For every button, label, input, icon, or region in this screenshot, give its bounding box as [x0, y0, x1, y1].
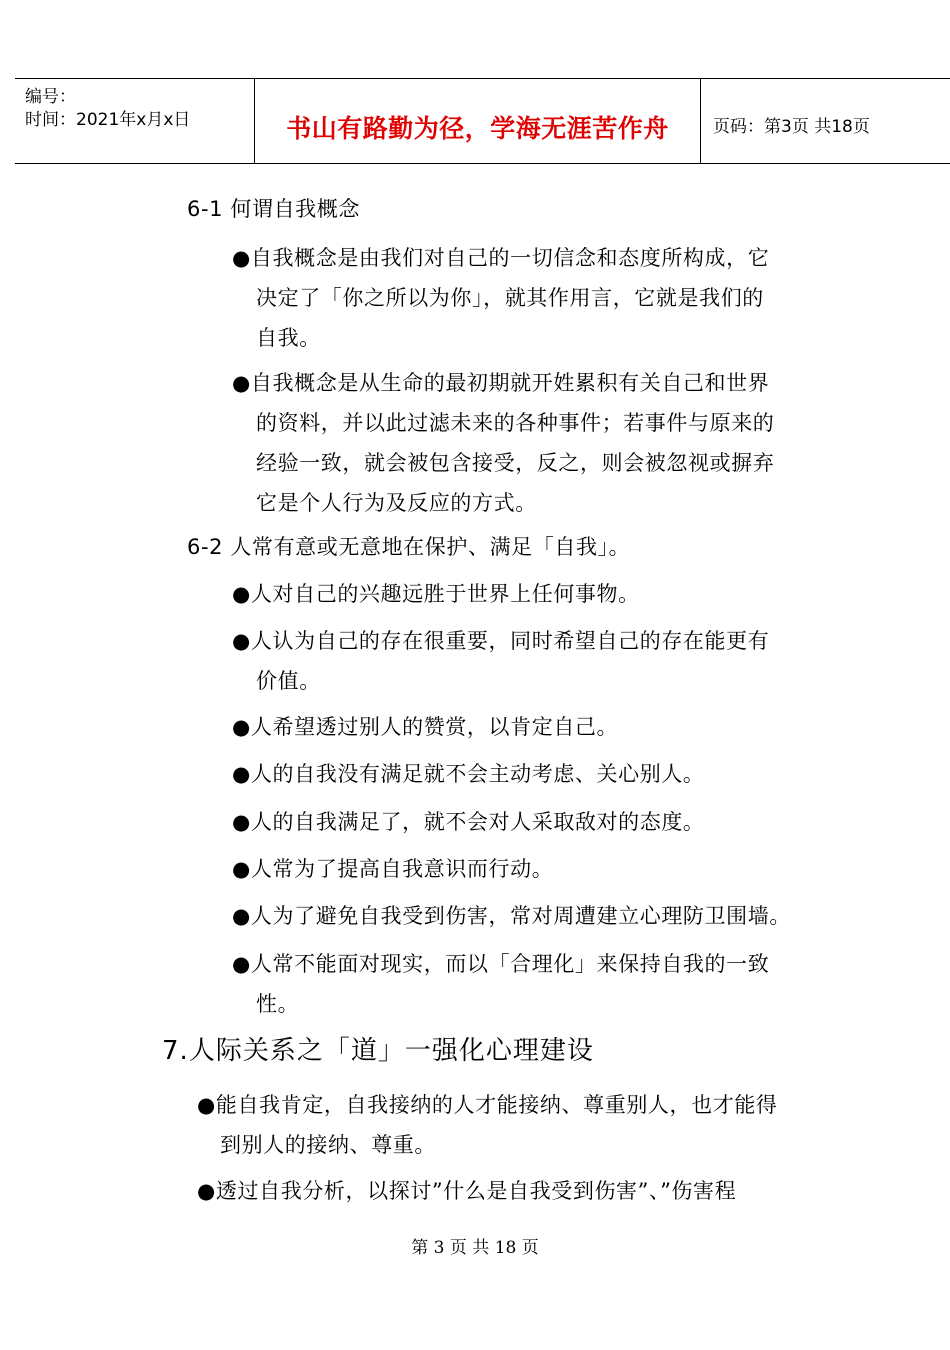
list-item-continuation: 性。: [256, 992, 300, 1016]
header-info-cell: [15, 79, 255, 163]
number-label: 编号：: [25, 87, 76, 107]
list-item: ●透过自我分析，以探讨”什么是自我受到伤害”、”伤害程: [197, 1179, 737, 1203]
list-item-continuation: 决定了「你之所以为你」，就其作用言，它就是我们的: [256, 286, 764, 310]
section-number: 6-2: [187, 535, 224, 559]
time-label: 时间：2021年x月x日: [25, 110, 191, 130]
page-footer: 第 3 页 共 18 页: [411, 1238, 539, 1258]
list-item: ●自我概念是由我们对自己的一切信念和态度所构成，它: [232, 246, 770, 270]
list-item: ●人对自己的兴趣远胜于世界上任何事物。: [232, 582, 640, 606]
section-heading-7: [162, 1031, 594, 1071]
section-number: 6-1: [187, 197, 224, 221]
list-item-continuation: 自我。: [256, 326, 321, 350]
section-number: 7.: [162, 1036, 189, 1066]
motto: 书山有路勤为径，学海无涯苦作舟: [286, 114, 669, 143]
list-item-continuation: 它是个人行为及反应的方式。: [256, 491, 537, 515]
list-item-continuation: 价值。: [256, 669, 321, 693]
list-item: ●人常不能面对现实，而以「合理化」来保持自我的一致: [232, 952, 770, 976]
list-item-continuation: 的资料，并以此过滤未来的各种事件；若事件与原来的: [256, 411, 775, 435]
header-page-cell: [701, 79, 950, 163]
header-motto-cell: [255, 79, 701, 163]
list-item-continuation: 经验一致，就会被包含接受，反之，则会被忽视或摒弃: [256, 451, 775, 475]
section-title: 何谓自我概念: [223, 197, 360, 221]
document-header: [15, 78, 950, 164]
list-item: ●自我概念是从生命的最初期就开姓累积有关自己和世界: [232, 371, 770, 395]
list-item: ●人认为自己的存在很重要，同时希望自己的存在能更有: [232, 629, 770, 653]
section-title: 人常有意或无意地在保护、满足「自我」。: [223, 535, 631, 559]
list-item: ●人的自我没有满足就不会主动考虑、关心别人。: [232, 762, 705, 786]
list-item: ●人常为了提高自我意识而行动。: [232, 857, 554, 881]
section-title: 人际关系之「道」一强化心理建设: [188, 1036, 594, 1066]
list-item: ●人的自我满足了，就不会对人采取敌对的态度。: [232, 810, 705, 834]
list-item-continuation: 到别人的接纳、尊重。: [220, 1133, 436, 1157]
section-heading-6-1: [187, 189, 360, 229]
list-item: ●人为了避免自我受到伤害，常对周遭建立心理防卫围墙。: [232, 904, 791, 928]
section-heading-6-2: [187, 527, 630, 567]
list-item: ●人希望透过别人的赞赏，以肯定自己。: [232, 715, 619, 739]
list-item: ●能自我肯定，自我接纳的人才能接纳、尊重别人，也才能得: [197, 1093, 778, 1117]
page-info: 页码：第3页 共18页: [713, 117, 870, 137]
